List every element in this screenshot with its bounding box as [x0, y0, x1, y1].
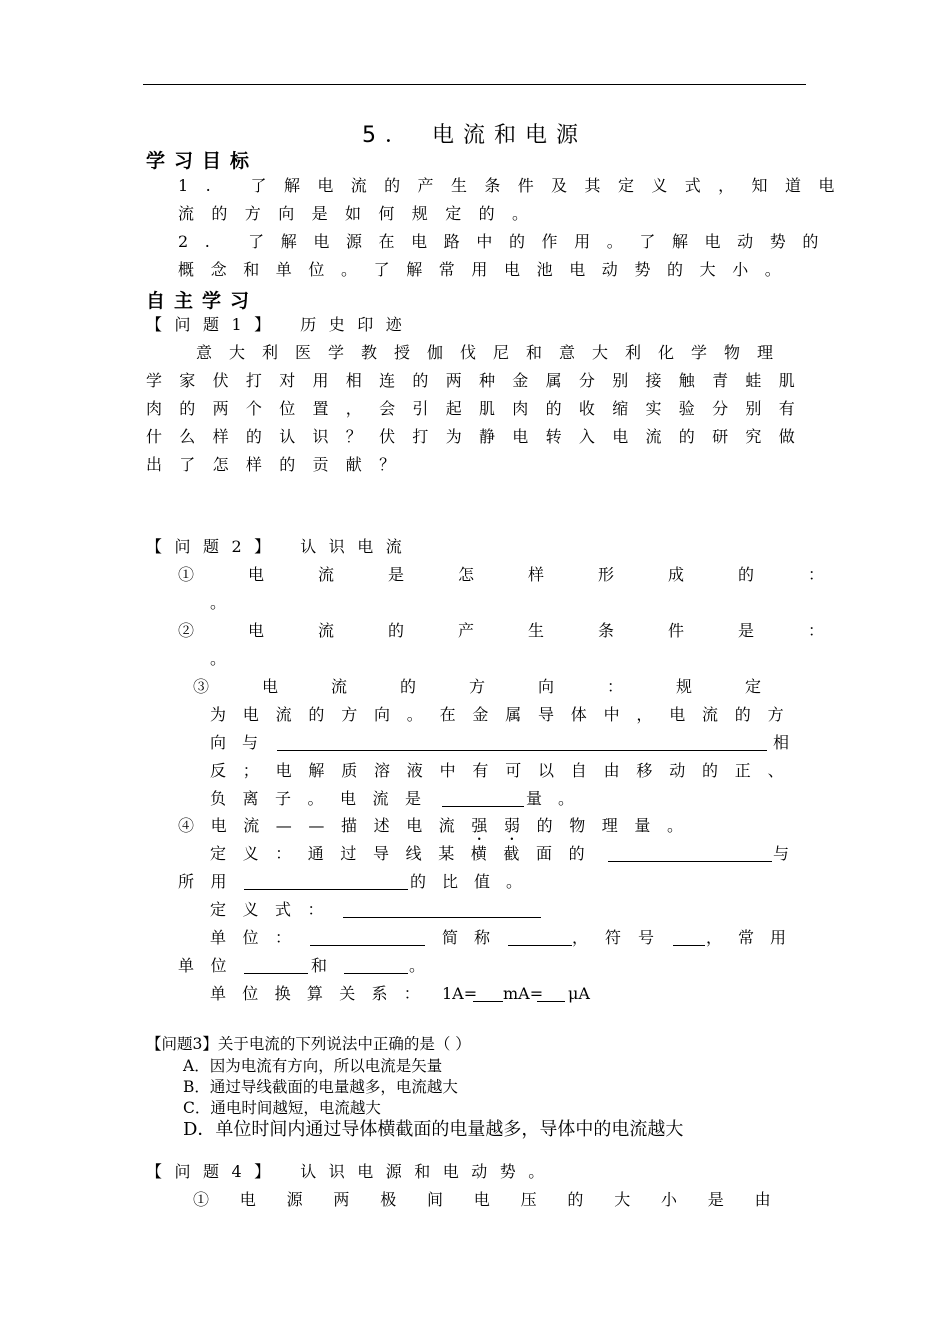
q2-definition-line-2 — [178, 871, 790, 893]
question-4-header: 【问题4】 认识电源和电动势。 — [146, 1162, 557, 1181]
q2-item-3-line-1: ③电流的方向：规定 — [193, 677, 815, 696]
question-1-line-3: 肉的两个位置，会引起肌肉的收缩实验分别有 — [146, 399, 813, 418]
question-2-header: 【问题2】 认识电流 — [146, 537, 415, 556]
q2-item-4 — [178, 815, 700, 844]
q2-conversion-line — [210, 983, 790, 1005]
conversion-label: 单位换算关系： — [210, 984, 437, 1003]
charge-blank[interactable] — [608, 845, 772, 862]
ua-value-blank[interactable] — [537, 985, 565, 1002]
q2-item-1: ①电流是怎样形成的： — [178, 565, 879, 584]
q2-item-2: ②电流的产生条件是： — [178, 621, 879, 640]
q2-item-3-line-5 — [210, 788, 790, 810]
q2-definition-line-1 — [210, 843, 790, 865]
q2-formula-line — [210, 899, 790, 921]
self-study-heading: 自主学习 — [146, 290, 259, 312]
q2-item-3-line-3 — [210, 732, 790, 754]
quantity-type-blank[interactable] — [442, 790, 524, 807]
q2-item-4-pre: ④电流——描述电流 — [178, 816, 472, 835]
goal-2-line-1: 2. 了解电源在电路中的作用。了解电动势的 — [178, 232, 835, 251]
q3-option-d[interactable]: D．单位时间内通过导体横截面的电量越多，导体中的电流越大 — [183, 1119, 684, 1140]
question-1-line-2: 学家伏打对用相连的两种金属分别接触青蛙肌 — [146, 371, 813, 390]
conversion-ma: mA= — [503, 984, 544, 1003]
question-1-line-5: 出了怎样的贡献？ — [146, 455, 413, 474]
q3-option-a[interactable]: A．因为电流有方向，所以电流是矢量 — [183, 1057, 443, 1075]
q2-item-1-end: 。 — [210, 593, 227, 612]
q3-option-b[interactable]: B．通过导线截面的电量越多，电流越大 — [183, 1078, 458, 1096]
unit-blank[interactable] — [310, 929, 425, 946]
question-1-header: 【问题1】 历史印迹 — [146, 315, 415, 334]
formula-label: 定义式： — [210, 900, 341, 919]
definition-2-post: 的比值。 — [410, 872, 539, 891]
goal-1-text: 1. 了解电流的产生条件及其定义式，知道电 — [178, 176, 852, 195]
goals-heading: 学习目标 — [146, 150, 259, 172]
unit-short-blank[interactable] — [508, 929, 572, 946]
goal-1-line-2: 流的方向是如何规定的。 — [178, 204, 546, 223]
q3-option-c[interactable]: C．通电时间越短，电流越大 — [183, 1099, 381, 1117]
unit-2-end: 。 — [409, 956, 426, 975]
conversion-a: 1A= — [442, 984, 478, 1003]
unit-2-and: 和 — [311, 956, 328, 975]
question-1-line-1: 意大利医学教授伽伐尼和意大利化学物理 — [196, 343, 791, 362]
q2-item-3-line-3-pre: 向与 — [210, 733, 275, 752]
goal-2-line-2: 概念和单位。了解常用电池电动势的大小。 — [178, 260, 798, 279]
q4-item-1: ①电源两极间电压的大小是由 — [193, 1190, 802, 1209]
goal-1-line-1 — [178, 175, 852, 197]
q2-item-3-line-2: 为电流的方向。在金属导体中，电流的方 — [210, 705, 801, 724]
direction-answer-blank[interactable] — [277, 734, 767, 751]
time-blank[interactable] — [244, 873, 408, 890]
ma-value-blank[interactable] — [473, 985, 503, 1002]
unit-2-label: 单位 — [178, 956, 244, 975]
common-unit-1-blank[interactable] — [244, 957, 308, 974]
q2-unit-line-1 — [210, 927, 803, 949]
page-title: 5． 电流和电源 — [362, 123, 587, 148]
q2-item-3-line-3-post: 相 — [773, 733, 790, 752]
conversion-ua: μA — [568, 984, 590, 1003]
question-3-header: 【问题3】关于电流的下列说法中正确的是（ ） — [146, 1035, 471, 1053]
definition-2-pre: 所用 — [178, 872, 244, 891]
question-1-line-4: 什么样的认识？伏打为静电转入电流的研究做 — [146, 427, 813, 446]
definition-pre: 定义：通过导线某横截面的 — [210, 844, 602, 863]
header-rule — [143, 84, 806, 85]
q2-item-2-end: 。 — [210, 649, 227, 668]
unit-label: 单位： — [210, 928, 308, 947]
common-unit-2-blank[interactable] — [344, 957, 408, 974]
q2-item-3-line-5-pre: 负离子。电流是 — [210, 789, 438, 808]
q2-item-3-line-4: 反；电解质溶液中有可以自由移动的正、 — [210, 761, 801, 780]
q2-item-3-line-5-post: 量。 — [526, 789, 591, 808]
unit-symbol-blank[interactable] — [673, 929, 705, 946]
unit-symbol-label: ，符号 — [572, 928, 672, 947]
q2-unit-line-2 — [178, 955, 790, 977]
unit-short-label: 简称 — [442, 928, 507, 947]
q2-item-4-emphasis: 强弱 — [471, 816, 537, 835]
unit-common-label: ，常用 — [706, 928, 803, 947]
formula-blank[interactable] — [343, 901, 541, 918]
q2-item-4-post: 的物理量。 — [536, 816, 700, 835]
definition-post: 与 — [773, 844, 790, 863]
